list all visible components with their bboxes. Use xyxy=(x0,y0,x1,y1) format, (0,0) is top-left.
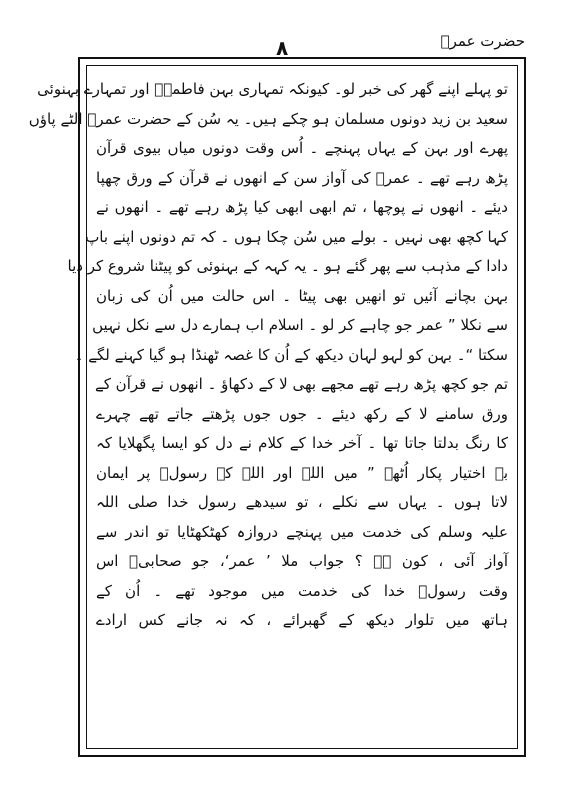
body-text xyxy=(28,75,508,739)
text-line: وقت رسولؐ خدا کی خدمت میں موجود تھے ۔ اُن کے xyxy=(96,581,508,600)
text-line: لاتا ہوں ۔ یہاں سے نکلے ، تو سیدھے رسول خدا صلی اللہ xyxy=(96,493,508,511)
text-line: علیہ وسلم کی خدمت میں پہنچے دروازہ کھٹکھٹایا تو اندر سے xyxy=(96,522,508,541)
text-line: سکتا “۔ بہن کو لہو لہان دیکھ کے اُن کا غصہ ٹھنڈا ہو گیا کہنے لگے ۔ xyxy=(74,345,508,364)
text-line: دیئے ۔ انھوں نے پوچھا ، تم ابھی ابھی کیا پڑھ رہے تھے ۔ انھوں نے xyxy=(96,198,508,216)
text-line: آواز آئی ، کون ہے ؟ جواب ملا ’ عمر‘، جو صحابیؓ اس xyxy=(96,552,508,570)
running-head: حضرت عمرؓ xyxy=(440,32,525,50)
text-line: بہن بچانے آئیں تو انھیں بھی پیٹا ۔ اس حالت میں اُن کی زبان xyxy=(96,286,508,305)
text-line: پڑھ رہے تھے ۔ عمرؓ کی آواز سن کے انھوں نے قرآن کے ورق چھپا xyxy=(96,168,508,187)
page-header xyxy=(0,0,585,60)
text-line: سے نکلا ” عمر جو چاہے کر لو ۔ اسلام اب ہمارے دل سے نکل نہیں xyxy=(92,316,508,334)
text-line: تو پہلے اپنے گھر کی خبر لو۔ کیونکہ تمہاری بہن فاطمہؓ اور تمہارے بہنوئی xyxy=(37,80,508,98)
text-line: ہاتھ میں تلوار دیکھ کے گھبرائے ، کہ نہ جانے کس ارادے xyxy=(96,611,508,629)
text-line: دادا کے مذہب سے پھر گئے ہو ۔ یہ کہہ کے بہنوئی کو پیٹنا شروع کر دیا xyxy=(67,257,508,275)
text-line: ورق سامنے لا کے رکھ دیئے ۔ جوں جوں پڑھتے جاتے تھے چہرے xyxy=(96,404,508,423)
text-line: کا رنگ بدلتا جاتا تھا ۔ آخر خدا کے کلام نے دل کو ایسا پگھلایا کہ xyxy=(96,434,508,452)
text-line: بے اختیار پکار اُٹھے ” میں اللہ اور اللہ کے رسولؐ پر ایمان xyxy=(96,463,508,482)
page-number: ۸ xyxy=(276,36,289,60)
text-line: سعید بن زید دونوں مسلمان ہو چکے ہیں۔ یہ سُن کے حضرت عمرؓ الٹے پاؤں xyxy=(28,109,508,128)
text-line: تم جو کچھ پڑھ رہے تھے مجھے بھی لا کے دکھاؤ ۔ انھوں نے قرآن کے xyxy=(94,375,508,393)
text-line: پھرے اور بہن کے یہاں پہنچے ۔ اُس وقت دونوں میاں بیوی قرآن xyxy=(96,139,508,157)
text-line: کہا کچھ بھی نہیں ۔ بولے میں سُن چکا ہوں ۔ کہ تم دونوں اپنے باپ xyxy=(85,227,508,246)
